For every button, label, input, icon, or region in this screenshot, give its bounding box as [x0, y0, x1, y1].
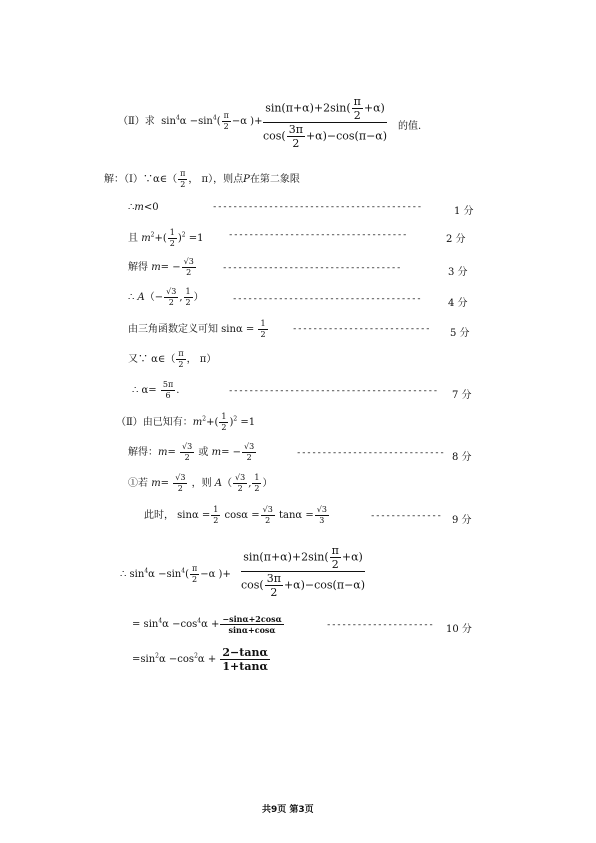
big-num: sin(π+α)+2sin( $\frac{\pi}{2}$ +α) [265, 95, 385, 122]
score-10: 10 分 [446, 624, 472, 635]
part2-big-fraction [262, 96, 388, 149]
score-9: 9 分 [452, 515, 472, 526]
part2-suffix: 的值. [398, 121, 422, 132]
step-alpha-value: ∴ α= $\frac{5\pi}{6}$ . [132, 380, 180, 400]
score-4: 4 分 [448, 298, 468, 309]
dashes-7: ----------------------------------------- [228, 386, 438, 396]
case-1: ①若 m= $\frac{√3}{2}$ ，则 A（ $\frac{√3}{2}$ , $\frac{1}{2}$ ） [128, 473, 273, 493]
eq11-den: 1+tanα [222, 660, 268, 673]
step-11: $=\sin^2\alpha -\cos^2\alpha$ + $\frac{2-\tan\alpha}{1+\tan\alpha}$ [132, 646, 268, 673]
dashes-5: --------------------------- [292, 324, 431, 334]
score-8: 8 分 [452, 452, 472, 463]
step-alpha-range: 又∵ α∈（ $\frac{\pi}{2}$ ， π） [128, 349, 217, 369]
page-footer: 共9页 第3页 [262, 805, 314, 815]
score-5: 5 分 [450, 328, 470, 339]
eq11-num: 2−tanα [222, 646, 268, 659]
step-m-negative: ∴m<0 [128, 202, 159, 213]
therefore-big-fraction [240, 545, 366, 598]
eq10-den: sinα+cosα [228, 625, 276, 635]
score-7: 7 分 [452, 390, 472, 401]
score-1: 1 分 [454, 206, 474, 217]
eq10-num: −sinα+2cosα [222, 614, 282, 624]
now-values: 此时， sinα = $\frac{1}{2}$ cosα = $\frac{√3}{2}$ tanα = $\frac{√3}{3}$ [144, 505, 327, 525]
sin-expr: $\sin^4\alpha -\sin^4$( $\frac{\pi}{2}$ −α )+ [157, 111, 263, 131]
score-3: 3 分 [448, 267, 468, 278]
step-sin-def: 由三角函数定义可知 sinα = $\frac{1}{2}$ [128, 319, 266, 339]
solution-intro: 解：（Ⅰ）∵α∈（ $\frac{\pi}{2}$ ， π），则点P在第二象限 [104, 169, 300, 189]
therefore-num: sin(π+α)+2sin( $\frac{\pi}{2}$ +α) [243, 544, 363, 571]
big-den: cos( $\frac{3\pi}{2}$ +α)−cos(π−α) [263, 123, 388, 150]
therefore-den: cos( $\frac{3\pi}{2}$ +α)−cos(π−α) [241, 572, 366, 599]
dashes-9: -------------- [370, 511, 442, 521]
dashes-3: ----------------------------------- [222, 263, 402, 273]
step-10: = $\sin^4\alpha -\cos^4\alpha$ + $\frac{-\sin\alpha+2\cos\alpha}{\sin\alpha+\cos\alpha}$ [132, 614, 282, 635]
part2-known: （Ⅱ）由已知有：$m^2+$( $\frac{1}{2}$ )$^2$ =1 [116, 412, 256, 432]
therefore-expr: ∴ $\sin^4\alpha -\sin^4$( $\frac{\pi}{2}$ −α )+ [120, 564, 231, 584]
dashes-10: --------------------- [326, 620, 434, 630]
score-2: 2 分 [446, 234, 466, 245]
step-equation: 且 $m^2+$( $\frac{1}{2}$ )$^2$ =1 [128, 228, 204, 248]
part2-prefix: （Ⅱ）求 [118, 116, 155, 127]
part2-solve: 解得：m= $\frac{√3}{2}$ 或 m= − $\frac{√3}{2}$ [128, 442, 255, 462]
step-point-a: ∴ A（− $\frac{√3}{2}$ , $\frac{1}{2}$ ） [128, 287, 204, 307]
dashes-2: ----------------------------------- [228, 230, 408, 240]
dashes-8: ----------------------------- [296, 448, 445, 458]
step-solve-m: 解得 m= − $\frac{√3}{2}$ [128, 257, 194, 277]
solution-label: 解：（Ⅰ）∵α∈（ [104, 174, 178, 185]
part2-question [118, 112, 262, 131]
dashes-4: ------------------------------------- [232, 294, 422, 304]
dashes-1: ----------------------------------------- [212, 202, 422, 212]
